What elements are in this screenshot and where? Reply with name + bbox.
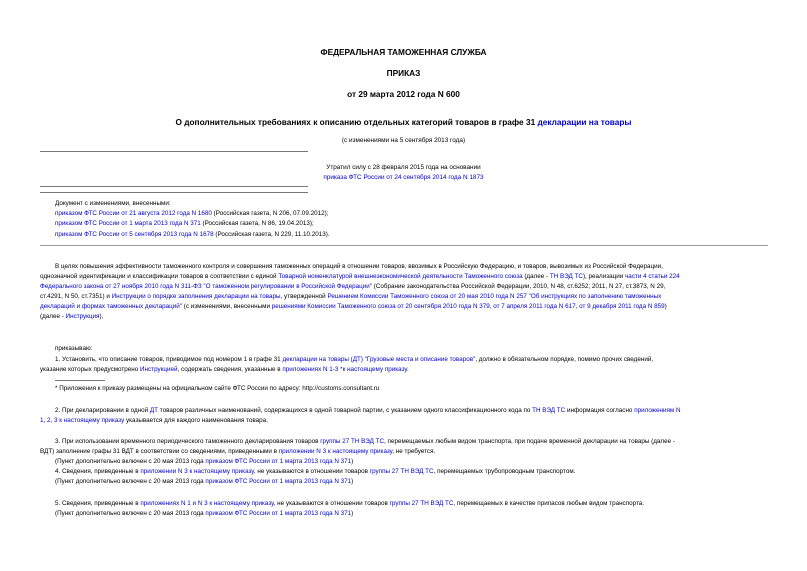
text: ВДТ) заполнение графы 31 ВДТ в соответствии со сведениями, приведенными в (40, 448, 279, 455)
text: (Пункт дополнительно включен с 20 мая 2013 года (55, 458, 206, 465)
text: ) (351, 458, 354, 465)
text: , должно в обязательном порядке, помимо прочих сведений, (475, 356, 654, 363)
item-5-note (55, 509, 353, 519)
doc-type-heading: ПРИКАЗ (386, 68, 421, 78)
title-link[interactable]: декларации на товары (537, 117, 632, 127)
change-link[interactable]: приказом ФТС России от 5 сентября 2013 года N 1678 (55, 230, 214, 238)
item-3-line (55, 437, 675, 447)
change-note: (Российская газета, N 206, 07.09.2012); (211, 210, 329, 218)
change-note: (Российская газета, N 229, 11.10.2013). (213, 230, 330, 238)
text: ) (351, 510, 354, 517)
text: (Пункт дополнительно включен с 20 мая 2013 года (55, 510, 206, 517)
text: , перемещаемых трубопроводным транспортом. (433, 468, 576, 475)
separator-rule (40, 245, 768, 246)
appendix-link[interactable]: приложении N 3 к настоящему приказу (278, 448, 393, 455)
text: (далее - (522, 273, 550, 280)
item-2-line (55, 406, 681, 416)
instruction-link[interactable]: Инструкции о порядке заполнения декларации на товары (111, 293, 281, 300)
text: , не указываются в отношении товаров (253, 468, 370, 475)
separator-rule (40, 186, 308, 187)
text: (далее - (40, 313, 66, 320)
change-link[interactable]: приказом ФТС России от 1 марта 2013 года N 371 (55, 220, 201, 228)
text: 3. При использовании временного периодического таможенного декларирования товаров (55, 438, 321, 445)
decision-link-cont[interactable]: деклараций и формах таможенных деклараций" (40, 303, 182, 310)
order-word: приказываю: (55, 345, 93, 352)
expired-link-line (0, 174, 807, 181)
changes-intro: Документ с изменениями, внесенными: (55, 200, 171, 207)
text: ) (351, 478, 354, 485)
text: (с изменениями, внесенными (181, 303, 272, 310)
text: однозначной идентификации и классификации товаров в соответствии с единой (40, 273, 279, 280)
item-4-note (55, 477, 353, 487)
change-item (55, 219, 330, 229)
item-2-line (40, 416, 268, 426)
instruction-short-link[interactable]: Инструкция (65, 313, 100, 320)
expired-link[interactable]: приказа ФТС России от 24 сентября 2014 года N 1873 (323, 174, 484, 181)
text: ст.4291, N 50, ст.7351) и (40, 293, 112, 300)
item-3-note (55, 457, 353, 467)
decisions-link[interactable]: решениями Комиссии Таможенного союза от 20 сентября 2010 года N 379, от 7 апреля 2011 года N 617, от 9 декабря 2011 года N 859 (271, 303, 665, 310)
preamble-line (40, 282, 665, 292)
order-link[interactable]: приказом ФТС России от 1 марта 2013 года N 371 (205, 510, 352, 517)
title-text: О дополнительных требованиях к описанию отдельных категорий товаров в графе 31 (175, 117, 538, 127)
change-note: (Российская газета, N 86, 19.04.2013); (200, 220, 314, 228)
federal-law-link[interactable]: Федерального закона от 27 ноября 2010 года N 311-ФЗ "О таможенном регулировании в Российской Федерации" (40, 283, 372, 290)
date-number-heading: от 29 марта 2012 года N 600 (347, 89, 460, 99)
appendix-link[interactable]: 1, 2, 3 к настоящему приказу (40, 417, 125, 424)
item-1-line (40, 365, 409, 375)
text: , не требуется. (392, 448, 436, 455)
appendix-link[interactable]: приложениях N 1-3 *к настоящему приказу (282, 366, 407, 373)
agency-heading: ФЕДЕРАЛЬНАЯ ТАМОЖЕННАЯ СЛУЖБА (320, 47, 487, 57)
text: ) (664, 303, 667, 310)
tnved-ts-link[interactable]: ТН ВЭД ТС (532, 407, 566, 414)
text: товаров различных наименований, содержащихся в одной товарной партии, с указанием одного классификационного кода по (158, 407, 533, 414)
item-5-line (55, 499, 644, 509)
footnote: * Приложения к приказу размещены на официальном сайте ФТС России по адресу: http://customs.consultant.ru (55, 385, 380, 392)
text: , утвержденной (280, 293, 328, 300)
item-1-line (55, 355, 653, 365)
change-item (55, 209, 330, 219)
text: (Собрание законодательства Российской Федерации, 2010, N 48, ст.6252; 2011, N 27, ст.3873, N 29, (372, 283, 666, 290)
order-link[interactable]: приказом ФТС России от 1 марта 2013 года N 371 (205, 458, 352, 465)
preamble-line (40, 312, 103, 322)
text: указывается для каждого наименования товара. (124, 417, 268, 424)
group-27-link[interactable]: группы 27 ТН ВЭД ТС (320, 438, 385, 445)
text: 2. При декларировании в одной (55, 407, 150, 414)
preamble-line (40, 292, 661, 302)
appendix-link[interactable]: приложениях N 1 и N 3 к настоящему приказу (140, 500, 274, 507)
change-item (55, 230, 330, 240)
expired-notice: Утратил силу с 28 февраля 2015 года на основании (326, 164, 481, 171)
separator-rule (40, 151, 308, 152)
text: указание которых предусмотрено (40, 366, 141, 373)
tnved-ts-link[interactable]: ТН ВЭД ТС (549, 273, 583, 280)
text: . (406, 366, 409, 373)
law-part-link[interactable]: части 4 статьи 224 (625, 273, 680, 280)
preamble-line (40, 272, 680, 282)
text: информация согласно (565, 407, 635, 414)
appendix-link[interactable]: приложении N 3 к настоящему приказу (140, 468, 254, 475)
text: , перемещаемых в качестве припасов любым видом транспорта. (453, 500, 645, 507)
amended-note: (с изменениями на 5 сентября 2013 года) (341, 137, 466, 144)
separator-rule (40, 192, 308, 193)
text: 5. Сведения, приведенные в (55, 500, 141, 507)
text: ), (99, 313, 104, 320)
instruction-link[interactable]: Инструкцией (140, 366, 178, 373)
changes-block (55, 199, 330, 240)
cargo-link[interactable]: "Грузовые места и описание товаров" (364, 356, 476, 363)
item-3-line (40, 447, 435, 457)
text: , содержать сведения, указанные в (177, 366, 283, 373)
preamble-line (40, 302, 667, 312)
text: , не указываются в отношении товаров (273, 500, 390, 507)
text: 4. Сведения, приведенные в (55, 468, 141, 475)
text: , перемещаемых любым видом транспорта, при подаче временной декларации на товары (далее - (384, 438, 675, 445)
group-27-link[interactable]: группы 27 ТН ВЭД ТС (389, 500, 454, 507)
footnote-rule (55, 380, 105, 381)
dt-link[interactable]: ДТ (149, 407, 159, 414)
preamble-line: В целях повышения эффективности таможенного контроля и совершения таможенных операций в отношении товаров, ввозимых в Российскую Федерацию, и товаров, вывозимых из Российской Федерации, (55, 263, 663, 270)
appendix-link[interactable]: приложениям N (634, 407, 681, 414)
order-link[interactable]: приказом ФТС России от 1 марта 2013 года N 371 (205, 478, 352, 485)
document-title (0, 117, 807, 127)
text: 1. Установить, что описание товаров, приводимое под номером 1 в графе 31 (55, 356, 283, 363)
text: (Пункт дополнительно включен с 20 мая 2013 года (55, 478, 206, 485)
text: ), реализации (582, 273, 626, 280)
item-4-line (55, 467, 575, 477)
change-link[interactable]: приказом ФТС России от 21 августа 2012 года N 1680 (55, 210, 212, 218)
group-27-link[interactable]: группы 27 ТН ВЭД ТС (369, 468, 434, 475)
dt-link[interactable]: декларации на товары (ДТ) (282, 356, 363, 363)
decision-link[interactable]: Решением Комиссии Таможенного союза от 20 мая 2010 года N 257 "Об инструкциях по заполнению таможенных (327, 293, 662, 300)
tnved-link[interactable]: Товарной номенклатурой внешнеэкономической деятельности Таможенного союза (278, 273, 523, 280)
